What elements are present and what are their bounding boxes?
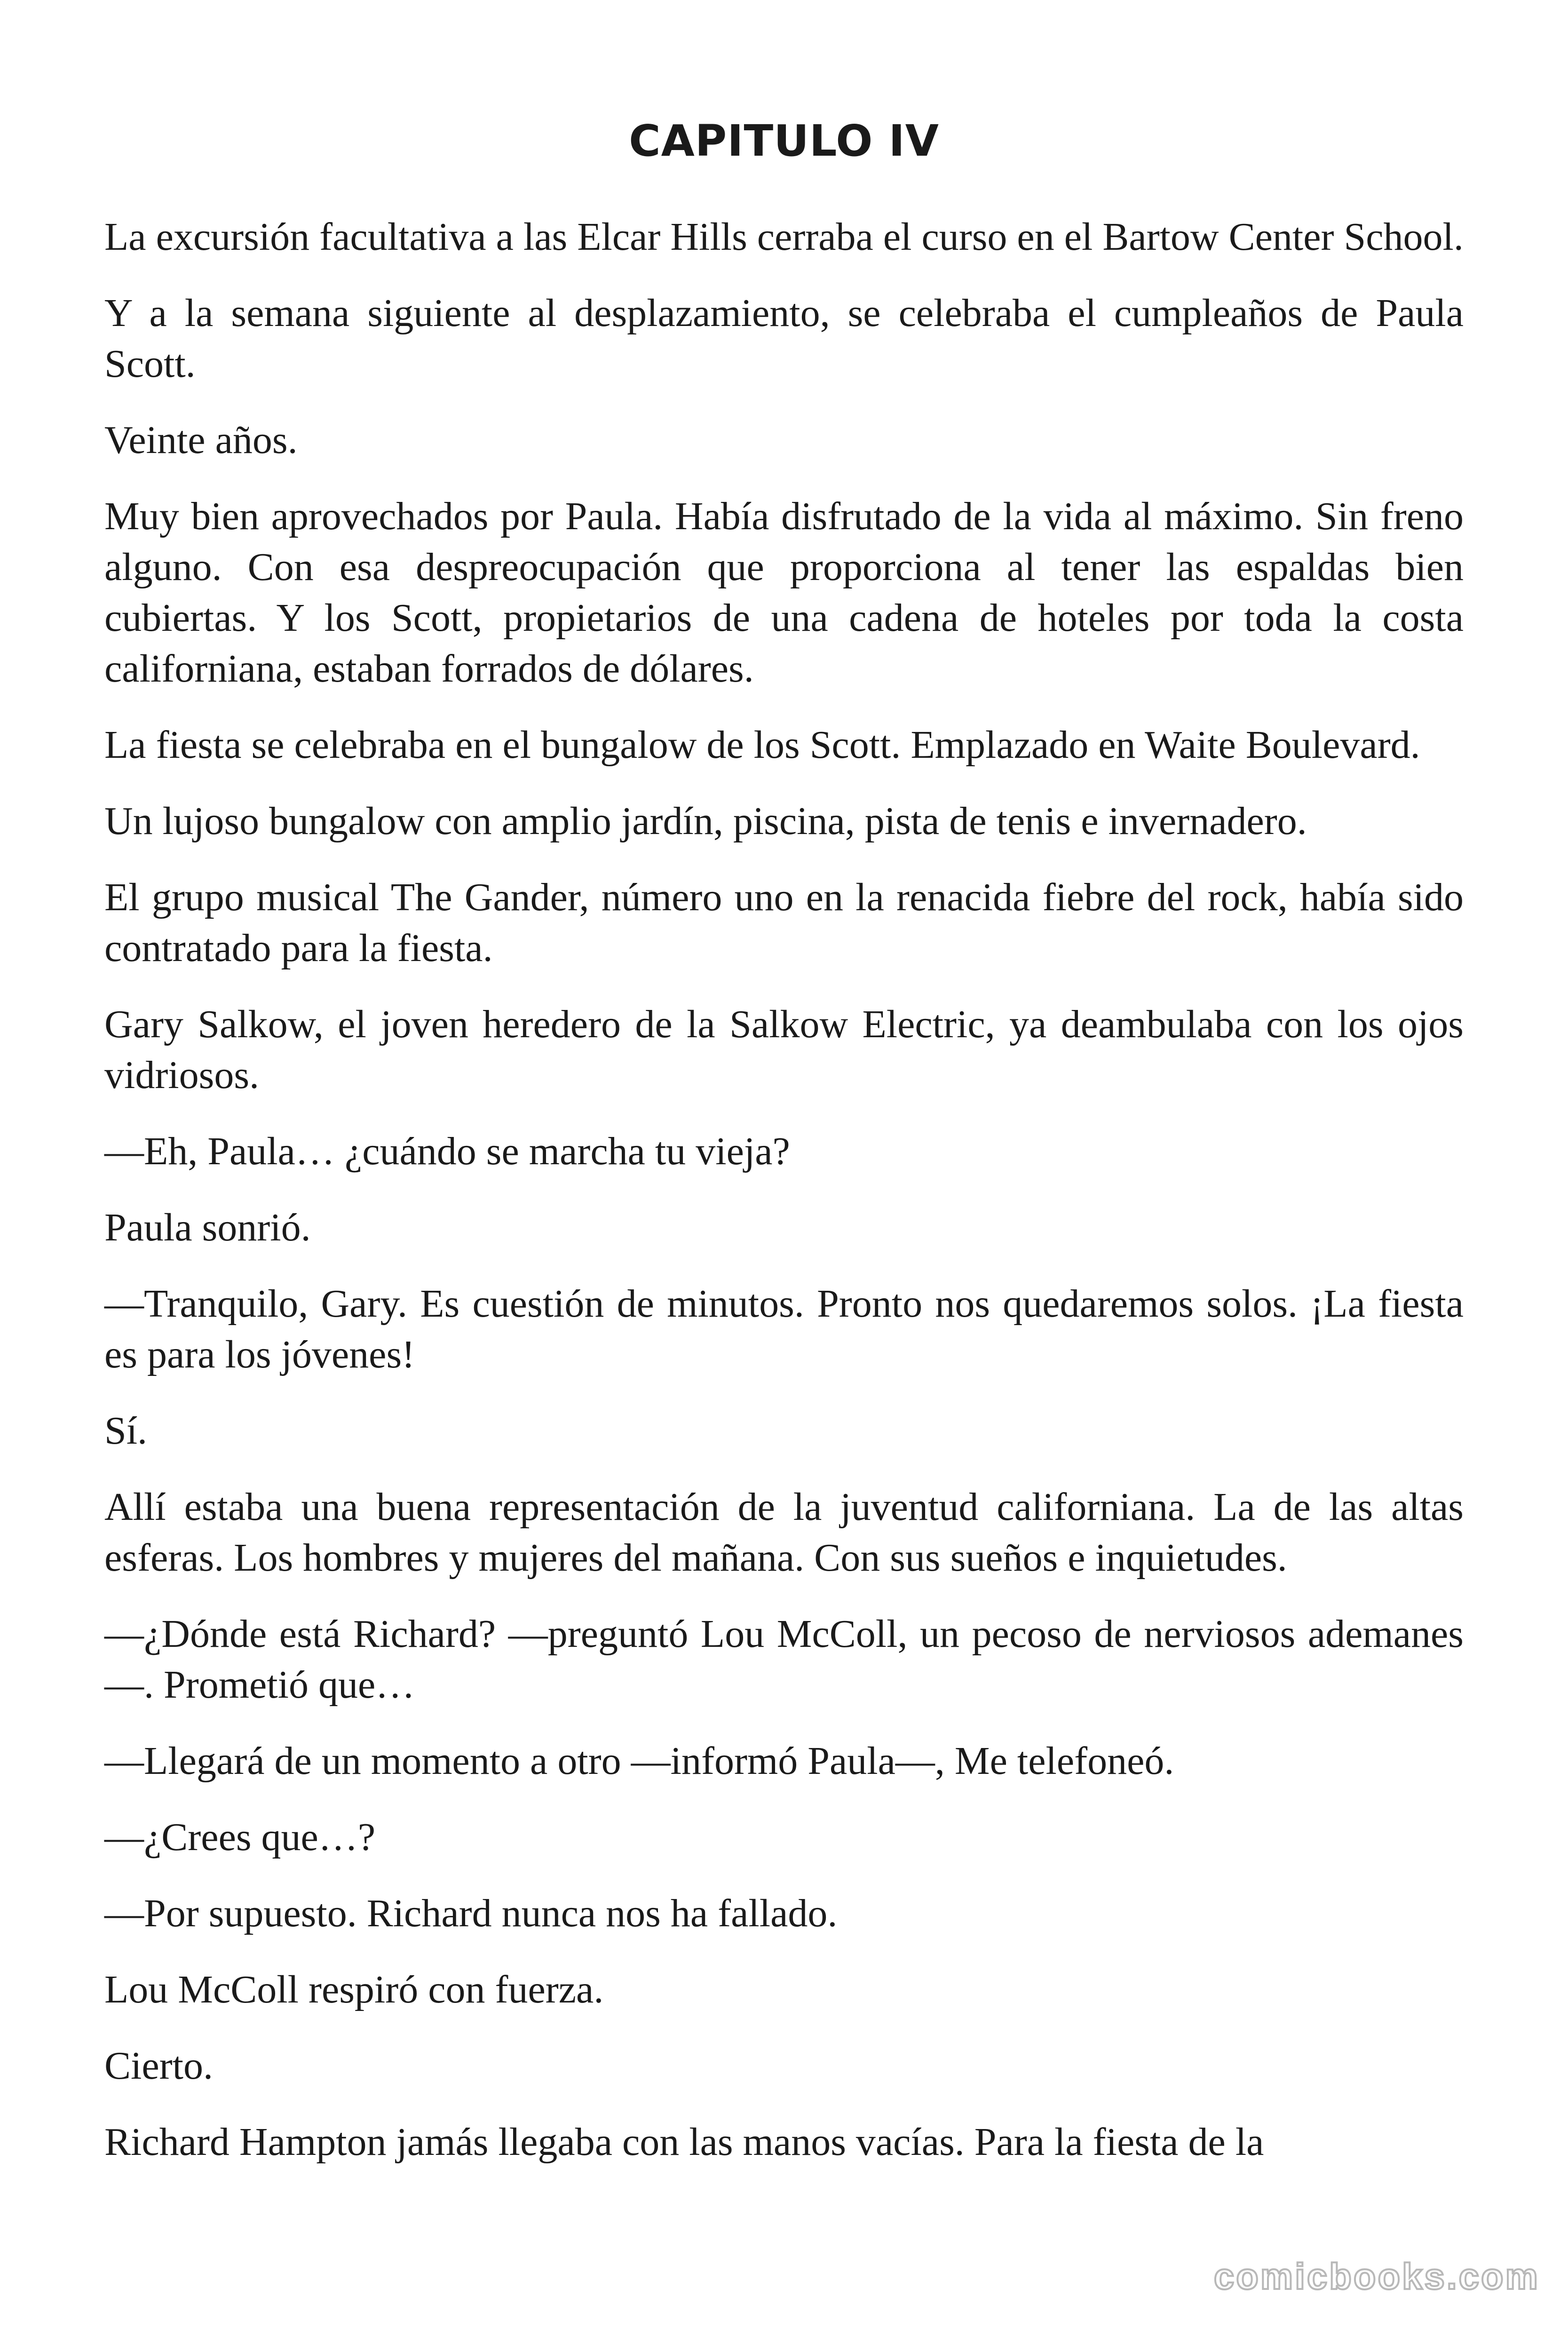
paragraph: Muy bien aprovechados por Paula. Había disfrutado de la vida al máximo. Sin freno alguno. Con esa despreocupación que proporciona al tener las espaldas bien cubiertas. Y los Scott, propietarios de una cadena de hoteles por toda la costa californiana, estaban forrados de dólares. <box>104 494 1464 691</box>
paragraph: Richard Hampton jamás llegaba con las manos vacías. Para la fiesta de la <box>104 2120 1264 2164</box>
dialogue-line: —Eh, Paula… ¿cuándo se marcha tu vieja? <box>104 1129 790 1173</box>
paragraph: Allí estaba una buena representación de la juventud californiana. La de las altas esferas. Los hombres y mujeres del mañana. Con sus sueños e inquietudes. <box>104 1485 1464 1580</box>
watermark: comicbooks.com <box>1213 2256 1540 2297</box>
paragraph: Paula sonrió. <box>104 1206 311 1249</box>
paragraph: La excursión facultativa a las Elcar Hills cerraba el curso en el Bartow Center School. <box>104 215 1464 259</box>
paragraph: Un lujoso bungalow con amplio jardín, piscina, pista de tenis e invernadero. <box>104 799 1307 843</box>
dialogue-line: —Tranquilo, Gary. Es cuestión de minutos. Pronto nos quedaremos solos. ¡La fiesta es para los jóvenes! <box>104 1282 1464 1376</box>
dialogue-line: —Por supuesto. Richard nunca nos ha fallado. <box>104 1891 838 1935</box>
paragraph: Gary Salkow, el joven heredero de la Salkow Electric, ya deambulaba con los ojos vidriosos. <box>104 1002 1464 1097</box>
chapter-body <box>104 212 1464 2193</box>
paragraph: Y a la semana siguiente al desplazamiento, se celebraba el cumpleaños de Paula Scott. <box>104 291 1464 386</box>
chapter-title: CAPITULO IV <box>629 116 939 166</box>
paragraph: Cierto. <box>104 2044 213 2088</box>
paragraph: Lou McColl respiró con fuerza. <box>104 1968 604 2011</box>
dialogue-line: —¿Dónde está Richard? —preguntó Lou McColl, un pecoso de nerviosos ademanes—. Prometió que… <box>104 1612 1464 1707</box>
dialogue-line: —Llegará de un momento a otro —informó Paula—, Me telefoneó. <box>104 1739 1174 1783</box>
paragraph: La fiesta se celebraba en el bungalow de los Scott. Emplazado en Waite Boulevard. <box>104 723 1420 767</box>
paragraph: Sí. <box>104 1409 148 1453</box>
dialogue-line: —¿Crees que…? <box>104 1815 376 1859</box>
paragraph: El grupo musical The Gander, número uno en la renacida fiebre del rock, había sido contratado para la fiesta. <box>104 875 1464 970</box>
paragraph: Veinte años. <box>104 418 298 462</box>
